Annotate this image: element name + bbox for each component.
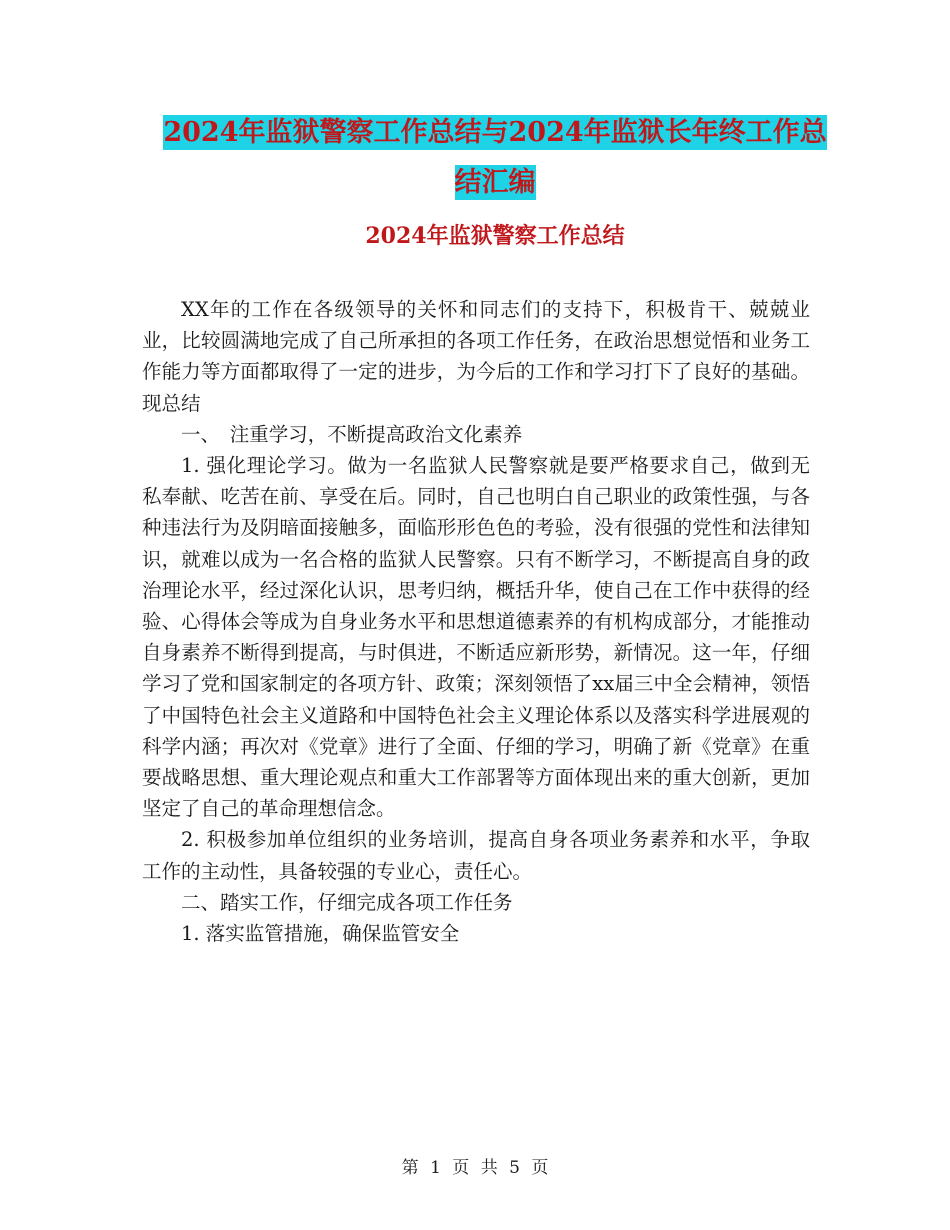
page-footer: 第 1 页 共 5 页 — [401, 1158, 549, 1178]
paragraph-training: 2. 积极参加单位组织的业务培训，提高自身各项业务素养和水平，争取工作的主动性，具备较强的专业心，责任心。 — [142, 828, 810, 883]
heading-part-two: 二、踏实工作，仔细完成各项工作任务 — [181, 890, 513, 914]
document-title — [140, 108, 850, 208]
paragraph-theory-study: 1. 强化理论学习。做为一名监狱人民警察就是要严格要求自己，做到无私奉献、吃苦在前、享受在后。同时，自己也明白自己职业的政策性强，与各种违法行为及阴暗面接触多，面临形形色色的考验，没有很强的党性和法律知识，就难以成为一名合格的监狱人民警察。只有不断学习，不断提高自身的政治理论水平，经过深化认识，思考归纳，概括升华，使自己在工作中获得的经验、心得体会等成为自身业务水平和思想道德素养的有机构成部分，才能推动自身素养不断得到提高，与时俱进，不断适应新形势，新情况。这一年，仔细学习了党和国家制定的各项方针、政策；深刻领悟了xx届三中全会精神，领悟了中国特色社会主义道路和中国特色社会主义理论体系以及落实科学进展观的科学内涵；再次对《党章》进行了全面、仔细的学习，明确了新《党章》在重要战略思想、重大理论观点和重大工作部署等方面体现出来的重大创新，更加坚定了自己的革命理想信念。 — [142, 454, 810, 821]
document-body — [142, 294, 810, 949]
paragraph-intro: XX年的工作在各级领导的关怀和同志们的支持下，积极肯干、兢兢业业，比较圆满地完成了自己所承担的各项工作任务，在政治思想觉悟和业务工作能力等方面都取得了一定的进步，为今后的工作和学习打下了良好的基础。现总结 — [142, 298, 810, 415]
document-title-line-2: 结汇编 — [454, 167, 536, 198]
section-title: 2024年监狱警察工作总结 — [365, 223, 625, 249]
paragraph-supervision: 1. 落实监管措施，确保监管安全 — [181, 922, 460, 946]
heading-part-one: 一、 注重学习，不断提高政治文化素养 — [181, 422, 523, 446]
document-title-line-1: 2024年监狱警察工作总结与2024年监狱长年终工作总 — [163, 117, 827, 148]
